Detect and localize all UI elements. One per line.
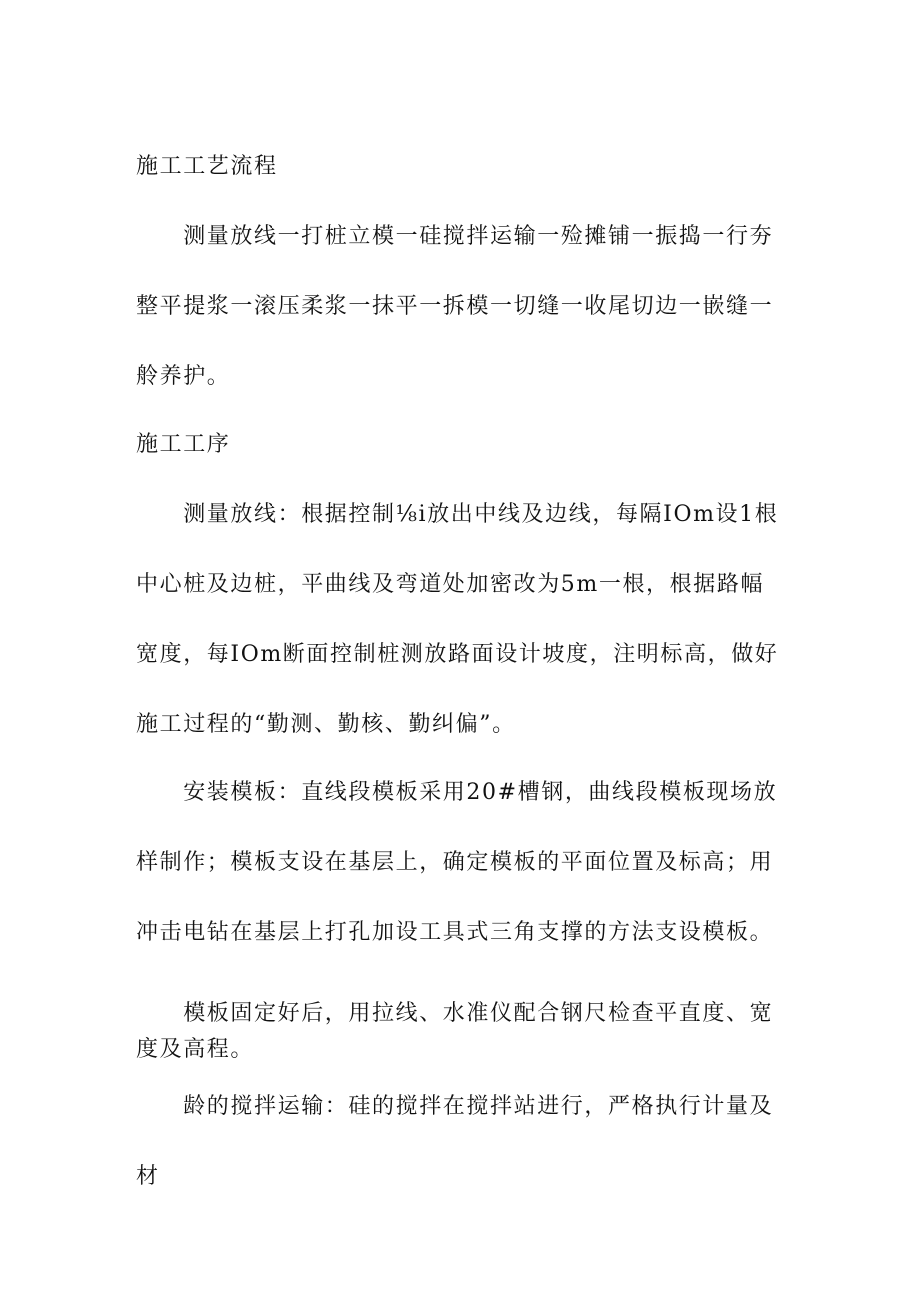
paragraph-formwork-check: 模板固定好后，用拉线、水准仪配合钢尺检查平直度、宽度及高程。 [136,1001,774,1062]
heading-construction-process: 施工工艺流程 [136,154,278,179]
heading-construction-steps: 施工工序 [136,432,231,457]
paragraph-concrete-mixing: 龄的搅拌运输：硅的搅拌在搅拌站进行，严格执行计量及材 [136,1094,774,1189]
paragraph-survey-setting-out: 测量放线：根据控制⅛i放出中线及边线，每隔IOm设1根中心桩及边桩，平曲线及弯道处加密改为5m一根，根据路幅宽度，每IOm断面控制桩测放路面设计坡度，注明标高，做好施工过程的“勤测、勤核、勤纠偏”。 [136,502,779,737]
paragraph-process-flow: 测量放线一打桩立模一硅搅拌运输一殓摊铺一振捣一行夯整平提浆一滚压柔浆一抹平一拆模一切缝一收尾切边一嵌缝一舲养护。 [136,224,774,389]
paragraph-formwork-installation: 安装模板：直线段模板采用20#槽钢，曲线段模板现场放样制作；模板支设在基层上，确定模板的平面位置及标高；用冲击电钻在基层上打孔加设工具式三角支撑的方法支设模板。 [136,780,778,945]
